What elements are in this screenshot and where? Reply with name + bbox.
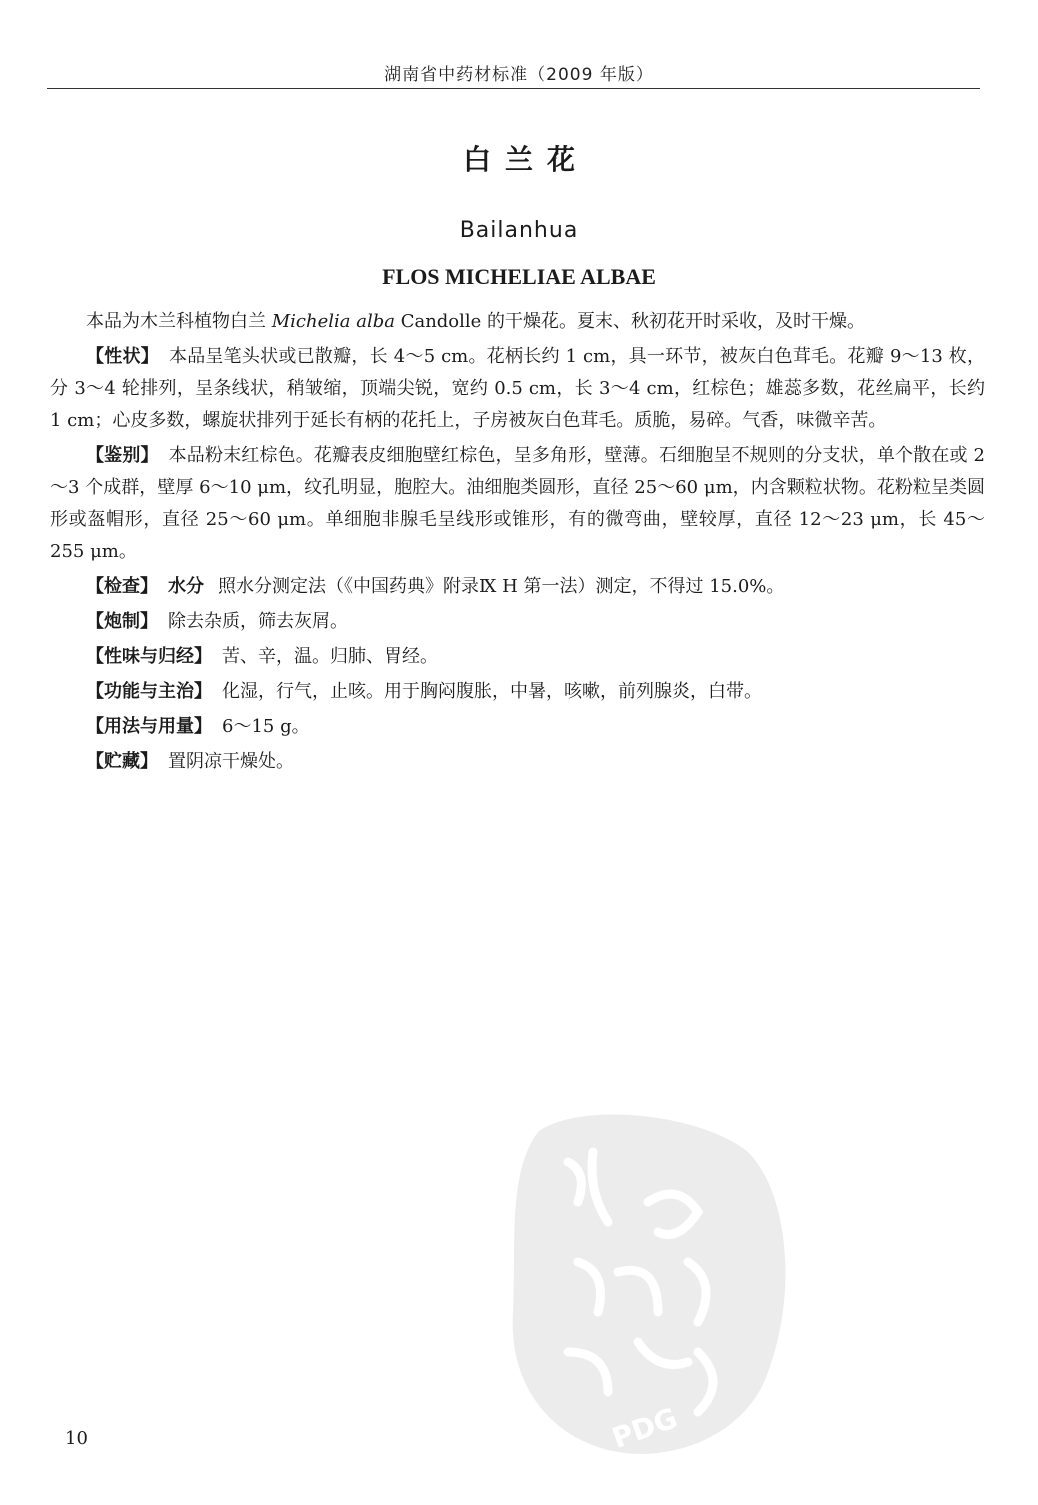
section-text: 照水分测定法（《中国药典》附录Ⅸ H 第一法）测定，不得过 15.0%。 (218, 576, 785, 597)
section-storage (50, 746, 985, 778)
watermark-label: PDG (607, 1401, 682, 1455)
seal-watermark-icon (498, 1092, 798, 1472)
section-heading: 【功能与主治】 (86, 681, 212, 702)
section-text: 苦、辛，温。归肺、胃经。 (222, 646, 438, 667)
section-heading: 【性状】 (86, 346, 159, 367)
monograph-body (50, 306, 985, 781)
section-heading: 【鉴别】 (86, 445, 159, 466)
header-rule (47, 88, 980, 89)
section-examination (50, 571, 985, 603)
section-identification (50, 440, 985, 568)
section-text: 本品呈笔头状或已散瓣，长 4～5 cm。花柄长约 1 cm，具一环节，被灰白色茸毛。花瓣 9～13 枚，分 3～4 轮排列，呈条线状，稍皱缩，顶端尖锐，宽约 0.5 cm，长 3～4 cm，红棕色；雄蕊多数，花丝扁平，长约 1 cm；心皮多数，螺旋状排列于延长有柄的花托上，子房被灰白色茸毛。质脆，易碎。气香，味微辛苦。 (50, 346, 985, 431)
section-heading: 【炮制】 (86, 611, 158, 632)
section-description (50, 341, 985, 437)
monograph-latin-name: FLOS MICHELIAE ALBAE (382, 264, 656, 289)
intro-pre: 本品为木兰科植物白兰 (86, 311, 272, 332)
section-heading: 【检查】 (86, 576, 158, 597)
intro-paragraph (50, 306, 985, 338)
section-subheading: 水分 (168, 576, 204, 597)
section-processing (50, 606, 985, 638)
section-nature-meridian (50, 641, 985, 673)
section-text: 6～15 g。 (222, 716, 310, 737)
species-name: Michelia alba (271, 311, 395, 332)
section-text: 化湿，行气，止咳。用于胸闷腹胀，中暑，咳嗽，前列腺炎，白带。 (222, 681, 762, 702)
running-header: 湖南省中药材标准（2009 年版） (384, 65, 654, 85)
monograph-title: 白兰花 (462, 143, 589, 176)
section-dosage (50, 711, 985, 743)
intro-post: Candolle 的干燥花。夏末、秋初花开时采收，及时干燥。 (394, 311, 866, 332)
section-heading: 【性味与归经】 (86, 646, 212, 667)
section-heading: 【用法与用量】 (86, 716, 212, 737)
section-text: 置阴凉干燥处。 (168, 751, 294, 772)
monograph-pinyin: Bailanhua (459, 218, 579, 243)
section-text: 除去杂质，筛去灰屑。 (168, 611, 348, 632)
section-actions-indications (50, 676, 985, 708)
page-number: 10 (65, 1428, 88, 1449)
section-text: 本品粉末红棕色。花瓣表皮细胞壁红棕色，呈多角形，壁薄。石细胞呈不规则的分支状，单个散在或 2～3 个成群，壁厚 6～10 μm，纹孔明显，胞腔大。油细胞类圆形，直径 25～60 μm，内含颗粒状物。花粉粒呈类圆形或盔帽形，直径 25～60 μm。单细胞非腺毛呈线形或锥形，有的微弯曲，壁较厚，直径 12～23 μm，长 45～255 μm。 (50, 445, 985, 562)
section-heading: 【贮藏】 (86, 751, 158, 772)
